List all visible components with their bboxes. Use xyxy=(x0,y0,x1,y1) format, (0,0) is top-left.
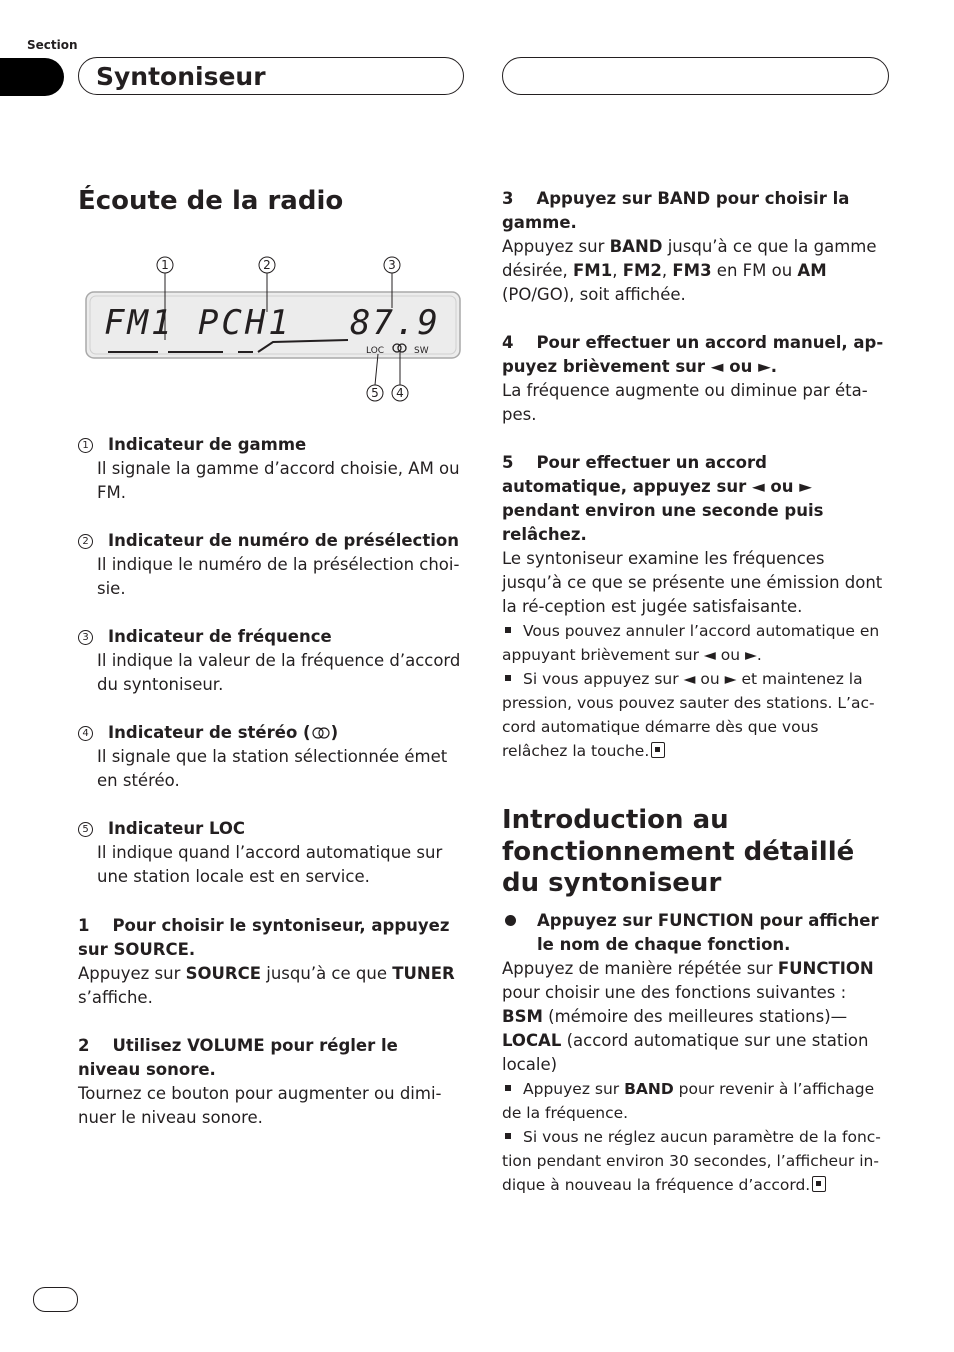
bullet-icon xyxy=(505,915,516,926)
step-1 xyxy=(78,914,464,1010)
indicator-body: Il indique la valeur de la fréquence d’accord du syntoniseur. xyxy=(97,651,461,694)
indicator-item-3 xyxy=(78,625,464,697)
step-body: Appuyez sur SOURCE jusqu’à ce que TUNER s’affiche. xyxy=(78,964,455,1007)
indicator-title: Indicateur de gamme xyxy=(108,435,307,454)
step-5 xyxy=(502,451,888,763)
note: Appuyez sur BAND pour revenir à l’affichage de la fréquence. xyxy=(502,1080,875,1122)
indicator-title: Indicateur de stéréo ( xyxy=(108,723,311,742)
indicator-title: Indicateur de numéro de présélection xyxy=(108,531,459,550)
indicator-item-2 xyxy=(78,529,464,601)
indicator-body: Il signale que la station sélectionnée émet en stéréo. xyxy=(97,747,448,790)
lcd-sw-label: SW xyxy=(414,346,429,356)
step-body: Appuyez sur BAND jusqu’à ce que la gamme désirée, FM1, FM2, FM3 en FM ou AM (PO/GO), soit affichée. xyxy=(502,237,877,304)
indicator-item-1 xyxy=(78,433,464,505)
indicator-title: Indicateur de fréquence xyxy=(108,627,332,646)
function-list: BSM (mémoire des meilleures stations)—LOCAL (accord automatique sur une station locale) xyxy=(502,1007,869,1074)
section-label: Section xyxy=(27,38,78,52)
end-mark-icon xyxy=(651,742,665,758)
note-bullet-icon xyxy=(505,675,511,681)
note: Si vous ne réglez aucun paramètre de la fonc-tion pendant environ 30 secondes, l’afficheur in-dique à nouveau la fréquence d’accord. xyxy=(502,1128,881,1194)
callout-4-label: 4 xyxy=(396,386,404,400)
item-number: 3 xyxy=(78,630,93,645)
callout-1-label: 1 xyxy=(161,258,169,272)
step-4 xyxy=(502,331,888,427)
step-body: Tournez ce bouton pour augmenter ou dimi-nuer le niveau sonore. xyxy=(78,1084,442,1127)
step-body: Le syntoniseur examine les fréquences jusqu’à ce que se présente une émission dont la ré-ception est jugée satisfaisante. xyxy=(502,549,883,616)
step-heading: 4 Pour effectuer un accord manuel, ap-puyez brièvement sur ◄ ou ►. xyxy=(502,333,884,376)
section-heading-2: Introduction au fonctionnement détaillé du syntoniseur xyxy=(502,805,855,899)
item-number: 4 xyxy=(78,726,93,741)
note-bullet-icon xyxy=(505,1085,511,1091)
lcd-frequency-text: 87.9 xyxy=(350,303,440,343)
item-number: 5 xyxy=(78,822,93,837)
indicator-body: Il indique quand l’accord automatique sur une station locale est en service. xyxy=(97,843,443,886)
indicator-item-4: 4 Indicateur de stéréo ( ) Il signale que la station sélectionnée émet en stéréo. xyxy=(78,721,464,793)
step-3 xyxy=(502,187,888,307)
function-intro xyxy=(502,909,888,1197)
step-body: La fréquence augmente ou diminue par éta-pes. xyxy=(502,381,868,424)
header-empty-box xyxy=(502,57,889,95)
step-heading: 2 Utilisez VOLUME pour régler le niveau sonore. xyxy=(78,1036,404,1079)
bullet-body: Appuyez de manière répétée sur FUNCTION pour choisir une des fonctions suivantes : xyxy=(502,959,874,1002)
note-bullet-icon xyxy=(505,1133,511,1139)
page-title: Écoute de la radio xyxy=(78,186,344,216)
note: Vous pouvez annuler l’accord automatique en appuyant brièvement sur ◄ ou ►. xyxy=(502,622,880,664)
step-2 xyxy=(78,1034,464,1130)
indicator-body: Il signale la gamme d’accord choisie, AM ou FM. xyxy=(97,459,460,502)
end-mark-icon xyxy=(812,1176,826,1192)
indicator-body: Il indique le numéro de la présélection choi-sie. xyxy=(97,555,460,598)
indicator-item-5 xyxy=(78,817,464,889)
note: Si vous appuyez sur ◄ ou ► et maintenez la pression, vous pouvez sauter des stations. L’ac-cord automatique démarre dès que vous relâchez la touche. xyxy=(502,670,875,760)
indicator-title: Indicateur LOC xyxy=(108,819,246,838)
right-column xyxy=(502,187,888,763)
page-number-box xyxy=(33,1287,78,1312)
step-heading: 1 Pour choisir le syntoniseur, appuyez sur SOURCE. xyxy=(78,916,456,959)
callout-3-label: 3 xyxy=(388,258,396,272)
callout-2-label: 2 xyxy=(263,258,271,272)
display-illustration xyxy=(78,252,464,404)
stereo-icon xyxy=(311,727,331,739)
header-title: Syntoniseur xyxy=(96,62,266,91)
lcd-main-text: FM1 PCH1 xyxy=(104,303,292,343)
step-heading: 5 Pour effectuer un accord automatique, appuyez sur ◄ ou ► pendant environ une seconde puis relâchez. xyxy=(502,453,830,544)
note-bullet-icon xyxy=(505,627,511,633)
step-heading: 3 Appuyez sur BAND pour choisir la gamme. xyxy=(502,189,856,232)
item-number: 1 xyxy=(78,438,93,453)
bullet-heading: Appuyez sur FUNCTION pour afficher le nom de chaque fonction. xyxy=(537,911,879,954)
indicator-list xyxy=(78,433,464,1130)
callout-5-label: 5 xyxy=(371,386,379,400)
section-tab xyxy=(0,58,64,96)
item-number: 2 xyxy=(78,534,93,549)
lcd-loc-label: LOC xyxy=(366,346,385,356)
